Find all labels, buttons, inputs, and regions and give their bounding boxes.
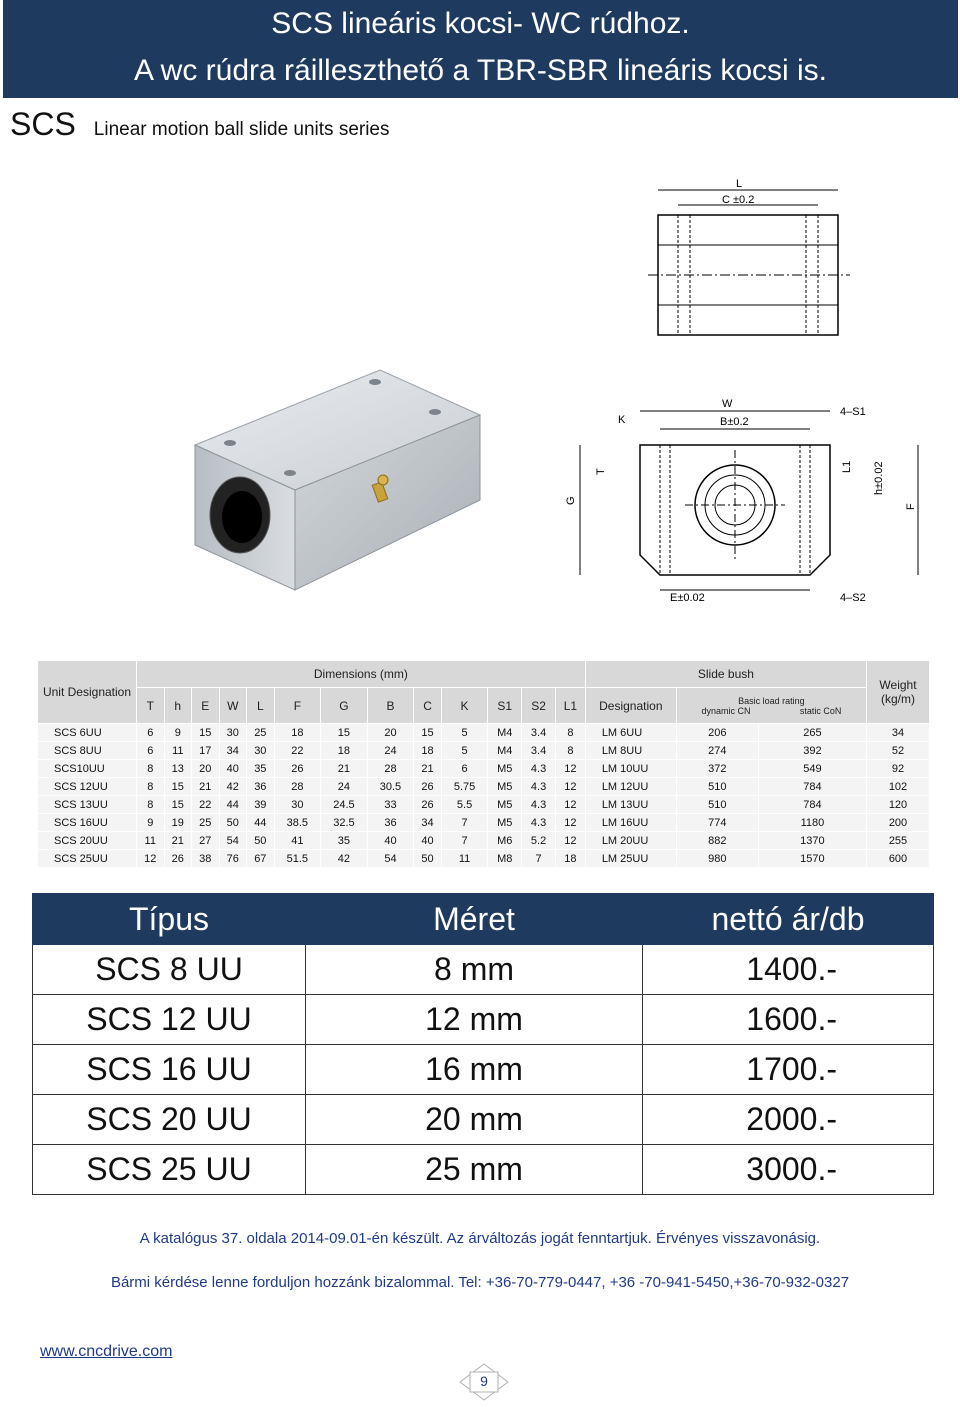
spec-cell: 38.5 <box>274 814 321 832</box>
bush-designation: LM 20UU <box>585 832 676 850</box>
price-value: 2000.- <box>643 1095 934 1145</box>
unit-designation: SCS 6UU <box>38 724 137 742</box>
spec-cell: 32.5 <box>321 814 368 832</box>
spec-cell: 54 <box>367 850 414 868</box>
spec-cell: 784 <box>758 778 866 796</box>
price-value: 3000.- <box>643 1145 934 1195</box>
spec-cell: 21 <box>164 832 192 850</box>
unit-designation: SCS 13UU <box>38 796 137 814</box>
spec-cell: 67 <box>247 850 275 868</box>
top-view-drawing <box>640 175 860 345</box>
col-G: G <box>321 688 368 724</box>
spec-cell: 42 <box>219 778 247 796</box>
spec-cell: 9 <box>164 724 192 742</box>
spec-cell: 28 <box>367 760 414 778</box>
dim-C: C ±0.2 <box>722 194 755 206</box>
price-size: 20 mm <box>306 1095 643 1145</box>
spec-cell: 12 <box>137 850 165 868</box>
spec-cell: 35 <box>247 760 275 778</box>
spec-cell: 36 <box>247 778 275 796</box>
spec-cell: 510 <box>676 778 758 796</box>
col-C: C <box>414 688 442 724</box>
spec-cell: 8 <box>137 778 165 796</box>
spec-cell: 76 <box>219 850 247 868</box>
spec-cell: 40 <box>219 760 247 778</box>
spec-cell: 33 <box>367 796 414 814</box>
spec-cell: 18 <box>556 850 586 868</box>
spec-cell: M4 <box>488 724 522 742</box>
bush-designation: LM 13UU <box>585 796 676 814</box>
price-header-size: Méret <box>306 894 643 945</box>
spec-cell: 4.3 <box>522 814 556 832</box>
price-value: 1700.- <box>643 1045 934 1095</box>
spec-cell: 255 <box>867 832 930 850</box>
col-designation: Designation <box>585 688 676 724</box>
bush-designation: LM 6UU <box>585 724 676 742</box>
spec-cell: 25 <box>192 814 220 832</box>
spec-cell: 20 <box>367 724 414 742</box>
spec-cell: 11 <box>137 832 165 850</box>
spec-cell: 8 <box>556 724 586 742</box>
header-slide-bush: Slide bush <box>585 661 866 688</box>
spec-cell: 102 <box>867 778 930 796</box>
price-type: SCS 8 UU <box>33 945 306 995</box>
spec-cell: 15 <box>164 796 192 814</box>
spec-cell: 12 <box>556 814 586 832</box>
price-type: SCS 12 UU <box>33 995 306 1045</box>
spec-cell: 11 <box>441 850 488 868</box>
price-size: 16 mm <box>306 1045 643 1095</box>
price-size: 8 mm <box>306 945 643 995</box>
spec-cell: 600 <box>867 850 930 868</box>
spec-cell: 44 <box>219 796 247 814</box>
spec-cell: 1180 <box>758 814 866 832</box>
spec-cell: 30 <box>274 796 321 814</box>
contact-note: Bármi kérdése lenne forduljon hozzánk bizalommal. Tel: +36-70-779-0447, +36 -70-941-5450,+36-70-932-0327 <box>110 1274 850 1291</box>
spec-cell: 3.4 <box>522 742 556 760</box>
col-S1: S1 <box>488 688 522 724</box>
spec-cell: 30.5 <box>367 778 414 796</box>
header-dimensions: Dimensions (mm) <box>137 661 586 688</box>
unit-designation: SCS 8UU <box>38 742 137 760</box>
spec-cell: 25 <box>247 724 275 742</box>
unit-designation: SCS 25UU <box>38 850 137 868</box>
page-number: 9 <box>480 1373 488 1389</box>
unit-designation: SCS 12UU <box>38 778 137 796</box>
spec-cell: 9 <box>137 814 165 832</box>
spec-cell: M5 <box>488 814 522 832</box>
bush-designation: LM 8UU <box>585 742 676 760</box>
product-photo <box>190 365 490 605</box>
spec-cell: 980 <box>676 850 758 868</box>
price-row <box>33 945 934 995</box>
dim-B: B±0.2 <box>720 416 749 428</box>
spec-cell: 5.5 <box>441 796 488 814</box>
col-h: h <box>164 688 192 724</box>
spec-cell: 34 <box>414 814 442 832</box>
spec-cell: 30 <box>247 742 275 760</box>
dim-K: K <box>618 414 626 426</box>
dim-S2: 4–S2 <box>840 592 866 604</box>
spec-cell: 21 <box>192 778 220 796</box>
spec-cell: 13 <box>164 760 192 778</box>
col-T: T <box>137 688 165 724</box>
spec-cell: 11 <box>164 742 192 760</box>
spec-cell: 26 <box>414 778 442 796</box>
spec-cell: 18 <box>274 724 321 742</box>
spec-cell: 24.5 <box>321 796 368 814</box>
spec-cell: 50 <box>247 832 275 850</box>
dynamic-label: dynamic CN <box>701 705 751 716</box>
price-type: SCS 16 UU <box>33 1045 306 1095</box>
spec-cell: 12 <box>556 778 586 796</box>
spec-cell: 40 <box>414 832 442 850</box>
spec-cell: 26 <box>414 796 442 814</box>
price-value: 1600.- <box>643 995 934 1045</box>
price-size: 25 mm <box>306 1145 643 1195</box>
spec-cell: 28 <box>274 778 321 796</box>
spec-cell: 18 <box>414 742 442 760</box>
bush-designation: LM 16UU <box>585 814 676 832</box>
spec-cell: 22 <box>192 796 220 814</box>
spec-row <box>38 796 930 814</box>
spec-cell: 274 <box>676 742 758 760</box>
price-row <box>33 995 934 1045</box>
bush-designation: LM 25UU <box>585 850 676 868</box>
price-type: SCS 20 UU <box>33 1095 306 1145</box>
spec-cell: 35 <box>321 832 368 850</box>
spec-cell: 50 <box>414 850 442 868</box>
col-K: K <box>441 688 488 724</box>
col-L: L <box>247 688 275 724</box>
price-size: 12 mm <box>306 995 643 1045</box>
spec-cell: 774 <box>676 814 758 832</box>
specification-table <box>37 660 930 868</box>
spec-cell: 30 <box>219 724 247 742</box>
spec-row <box>38 832 930 850</box>
spec-cell: M5 <box>488 778 522 796</box>
spec-cell: 5.2 <box>522 832 556 850</box>
spec-cell: 12 <box>556 796 586 814</box>
price-header-net-price: nettó ár/db <box>643 894 934 945</box>
col-B: B <box>367 688 414 724</box>
spec-cell: M5 <box>488 760 522 778</box>
spec-cell: 12 <box>556 760 586 778</box>
spec-row <box>38 724 930 742</box>
dim-L1: L1 <box>841 460 853 473</box>
dim-G: G <box>565 496 577 505</box>
spec-cell: 21 <box>321 760 368 778</box>
price-type: SCS 25 UU <box>33 1145 306 1195</box>
spec-cell: 17 <box>192 742 220 760</box>
series-description: Linear motion ball slide units series <box>93 119 390 140</box>
spec-cell: 38 <box>192 850 220 868</box>
spec-cell: 7 <box>441 814 488 832</box>
spec-cell: 21 <box>414 760 442 778</box>
dim-E: E±0.02 <box>670 592 705 604</box>
header-weight: Weight (kg/m) <box>867 661 930 724</box>
spec-cell: 1570 <box>758 850 866 868</box>
spec-cell: 6 <box>137 724 165 742</box>
subtitle <box>10 104 390 150</box>
spec-cell: 120 <box>867 796 930 814</box>
spec-cell: 4.3 <box>522 760 556 778</box>
spec-row <box>38 850 930 868</box>
spec-cell: M4 <box>488 742 522 760</box>
spec-cell: 26 <box>274 760 321 778</box>
spec-cell: M8 <box>488 850 522 868</box>
spec-cell: 42 <box>321 850 368 868</box>
spec-cell: 18 <box>321 742 368 760</box>
spec-cell: 15 <box>321 724 368 742</box>
title-banner <box>3 0 958 98</box>
front-view-drawing <box>560 395 930 605</box>
spec-cell: 7 <box>441 832 488 850</box>
spec-cell: 549 <box>758 760 866 778</box>
spec-row <box>38 742 930 760</box>
spec-cell: 20 <box>192 760 220 778</box>
spec-cell: 8 <box>137 796 165 814</box>
col-E: E <box>192 688 220 724</box>
spec-cell: 26 <box>164 850 192 868</box>
spec-row <box>38 760 930 778</box>
spec-cell: 24 <box>367 742 414 760</box>
spec-cell: 392 <box>758 742 866 760</box>
price-row <box>33 1145 934 1195</box>
spec-cell: 3.4 <box>522 724 556 742</box>
spec-cell: 44 <box>247 814 275 832</box>
title-line-1: SCS lineáris kocsi- WC rúdhoz. <box>271 7 690 40</box>
spec-cell: 15 <box>414 724 442 742</box>
spec-cell: 372 <box>676 760 758 778</box>
spec-cell: 206 <box>676 724 758 742</box>
spec-cell: 882 <box>676 832 758 850</box>
spec-cell: 54 <box>219 832 247 850</box>
spec-cell: 39 <box>247 796 275 814</box>
price-table <box>32 893 934 1195</box>
unit-designation: SCS10UU <box>38 760 137 778</box>
dim-F: F <box>905 503 917 510</box>
spec-cell: M5 <box>488 796 522 814</box>
spec-cell: 19 <box>164 814 192 832</box>
spec-cell: 265 <box>758 724 866 742</box>
unit-designation: SCS 20UU <box>38 832 137 850</box>
spec-cell: 784 <box>758 796 866 814</box>
series-code: SCS <box>10 106 76 142</box>
spec-cell: 34 <box>219 742 247 760</box>
col-W: W <box>219 688 247 724</box>
spec-cell: 5 <box>441 724 488 742</box>
title-line-2: A wc rúdra ráilleszthető a TBR-SBR lineáris kocsi is. <box>133 54 828 87</box>
spec-cell: 5 <box>441 742 488 760</box>
spec-cell: 15 <box>192 724 220 742</box>
price-row <box>33 1045 934 1095</box>
spec-cell: 51.5 <box>274 850 321 868</box>
dim-S1: 4–S1 <box>840 406 866 418</box>
unit-designation: SCS 16UU <box>38 814 137 832</box>
dim-L: L <box>736 178 743 190</box>
spec-cell: 6 <box>441 760 488 778</box>
col-S2: S2 <box>522 688 556 724</box>
dim-T: T <box>595 468 607 475</box>
dim-h: h±0.02 <box>873 461 885 495</box>
spec-cell: 40 <box>367 832 414 850</box>
spec-row <box>38 778 930 796</box>
spec-cell: 41 <box>274 832 321 850</box>
spec-cell: 27 <box>192 832 220 850</box>
bush-designation: LM 10UU <box>585 760 676 778</box>
price-value: 1400.- <box>643 945 934 995</box>
spec-row <box>38 814 930 832</box>
spec-cell: M6 <box>488 832 522 850</box>
spec-cell: 15 <box>164 778 192 796</box>
header-unit-designation: Unit Designation <box>38 661 137 724</box>
spec-cell: 34 <box>867 724 930 742</box>
bush-designation: LM 12UU <box>585 778 676 796</box>
spec-cell: 52 <box>867 742 930 760</box>
spec-cell: 8 <box>556 742 586 760</box>
spec-cell: 7 <box>522 850 556 868</box>
spec-cell: 200 <box>867 814 930 832</box>
spec-cell: 50 <box>219 814 247 832</box>
static-label: static CoN <box>799 705 842 716</box>
price-row <box>33 1095 934 1145</box>
spec-cell: 8 <box>137 760 165 778</box>
page-number-badge <box>458 1362 510 1402</box>
basic-load-rating: Basic load rating <box>738 695 805 706</box>
col-L1: L1 <box>556 688 586 724</box>
spec-cell: 22 <box>274 742 321 760</box>
spec-cell: 36 <box>367 814 414 832</box>
col-F: F <box>274 688 321 724</box>
price-header-type: Típus <box>33 894 306 945</box>
spec-cell: 4.3 <box>522 796 556 814</box>
dim-W: W <box>722 398 733 410</box>
spec-cell: 92 <box>867 760 930 778</box>
spec-cell: 6 <box>137 742 165 760</box>
col-load-rating <box>676 688 866 724</box>
website-link[interactable]: www.cncdrive.com <box>40 1343 173 1360</box>
spec-cell: 510 <box>676 796 758 814</box>
spec-cell: 24 <box>321 778 368 796</box>
spec-cell: 1370 <box>758 832 866 850</box>
catalog-note: A katalógus 37. oldala 2014-09.01-én készült. Az árváltozás jogát fenntartjuk. Érvényes visszavonásig. <box>139 1230 821 1247</box>
spec-cell: 12 <box>556 832 586 850</box>
spec-cell: 5.75 <box>441 778 488 796</box>
spec-cell: 4.3 <box>522 778 556 796</box>
